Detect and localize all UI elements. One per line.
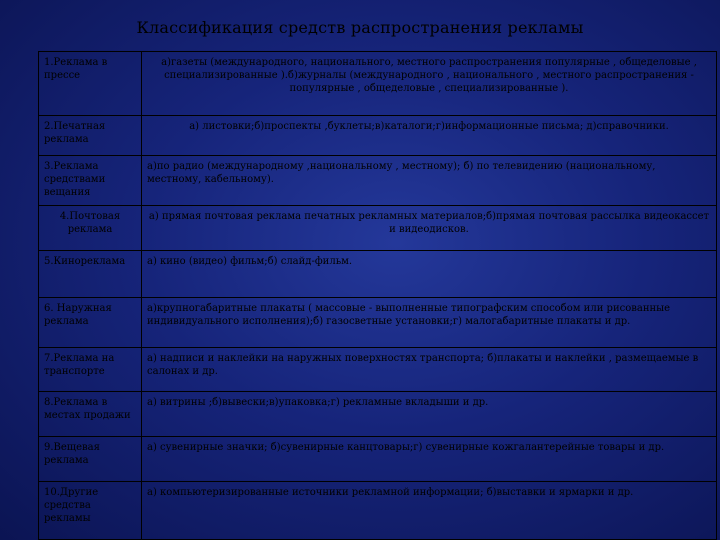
- table-row: [39, 437, 717, 482]
- row-label: 7.Реклама на транспорте: [39, 348, 142, 392]
- row-label: 1.Реклама в прессе: [39, 52, 142, 116]
- row-content: а) витрины ;б)вывески;в)упаковка;г) рекламные вкладыши и др.: [142, 392, 717, 437]
- row-label: 3.Реклама средствами вещания: [39, 156, 142, 206]
- table-row: [39, 52, 717, 116]
- classification-table: [38, 51, 717, 540]
- row-content: а)по радио (международному ,национальному , местному); б) по телевидению (национальному, местному, кабельному).: [142, 156, 717, 206]
- table-row: [39, 348, 717, 392]
- row-content: а) прямая почтовая реклама печатных рекламных материалов;б)прямая почтовая рассылка видеокассет и видеодисков.: [142, 206, 717, 251]
- row-content: а) листовки;б)проспекты ,буклеты;в)каталоги;г)информационные письма; д)справочники.: [142, 116, 717, 156]
- table-row: [39, 392, 717, 437]
- row-label: 10.Другие средства рекламы: [39, 482, 142, 540]
- table-row: [39, 116, 717, 156]
- row-content: а) сувенирные значки; б)сувенирные канцтовары;г) сувенирные кожгалантерейные товары и др.: [142, 437, 717, 482]
- row-content: а) надписи и наклейки на наружных поверхностях транспорта; б)плакаты и наклейки , размещаемые в салонах и др.: [142, 348, 717, 392]
- table-row: [39, 156, 717, 206]
- row-content: а)крупногабаритные плакаты ( массовые - выполненные типографским способом или рисованные индивидуального исполнения);б) газосветные установки;г) малогабаритные плакаты и др.: [142, 298, 717, 348]
- table-row: [39, 298, 717, 348]
- row-content: а) компьютеризированные источники рекламной информации; б)выставки и ярмарки и др.: [142, 482, 717, 540]
- table-row: [39, 206, 717, 251]
- row-label: 8.Реклама в местах продажи: [39, 392, 142, 437]
- row-label: 2.Печатная реклама: [39, 116, 142, 156]
- row-label: 9.Вещевая реклама: [39, 437, 142, 482]
- table-row: [39, 482, 717, 540]
- row-label: 5.Кинореклама: [39, 251, 142, 298]
- slide-title: Классификация средств распространения рекламы: [136, 18, 584, 37]
- row-content: а) кино (видео) фильм;б) слайд-фильм.: [142, 251, 717, 298]
- row-label: 4.Почтовая реклама: [39, 206, 142, 251]
- row-label: 6. Наружная реклама: [39, 298, 142, 348]
- row-content: а)газеты (международного, национального, местного распространения популярные , общеделовые , специализированные ).б)журналы (международного , национального , местного распространения - популярные , общеделовые , специализированные ).: [142, 52, 717, 116]
- table-row: [39, 251, 717, 298]
